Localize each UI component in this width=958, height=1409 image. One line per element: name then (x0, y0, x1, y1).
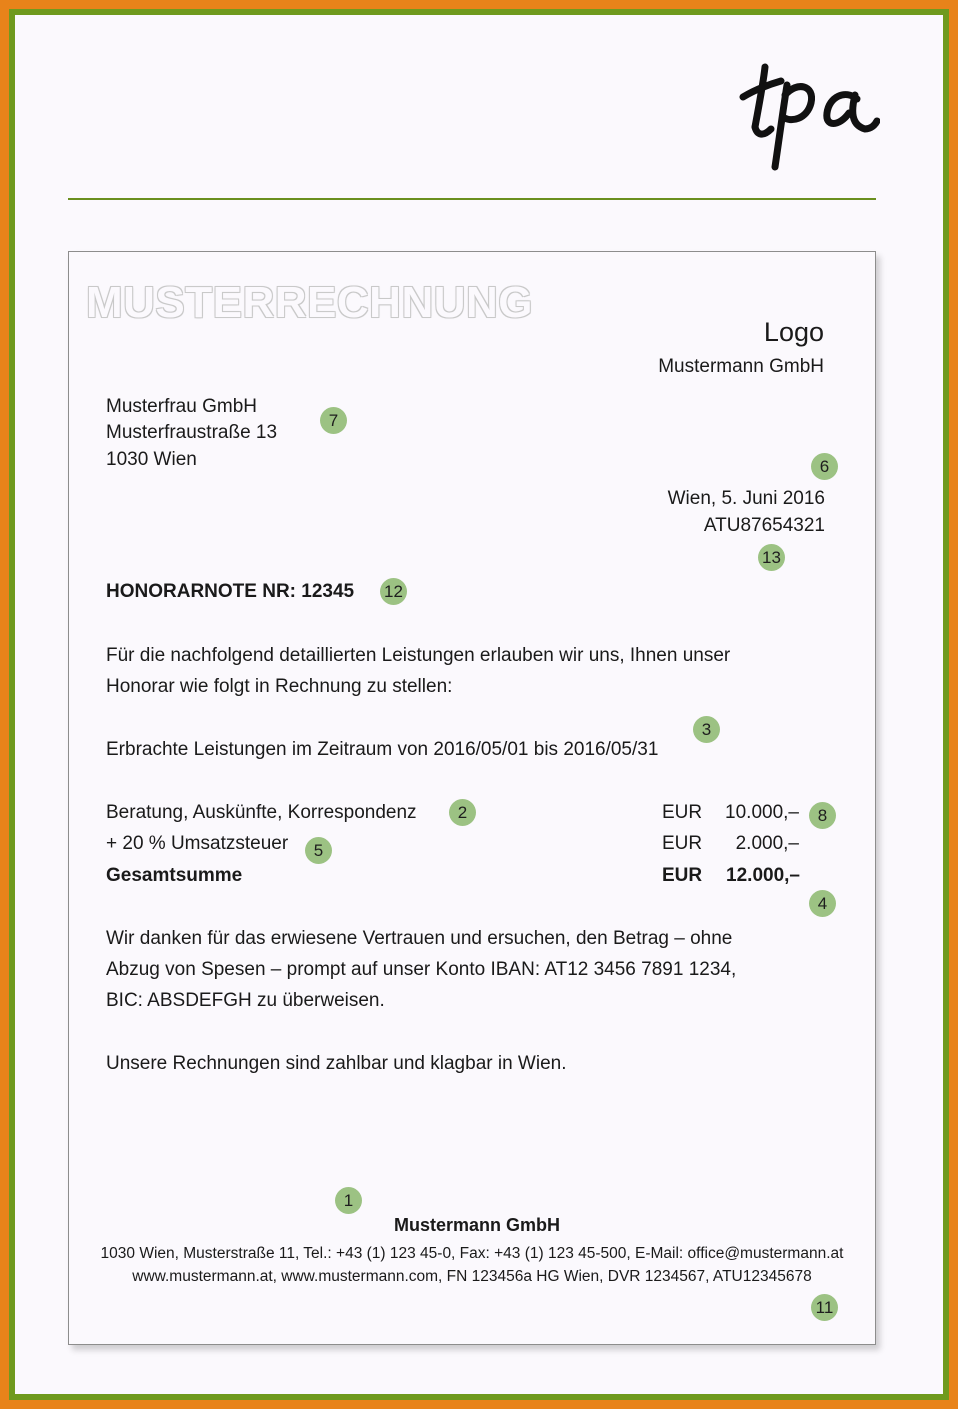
marker-badge: 7 (320, 407, 347, 434)
line-item-currency: EUR (662, 802, 703, 823)
marker-badge: 8 (809, 802, 836, 829)
line-item-currency: EUR (662, 833, 703, 854)
footer-line: 1030 Wien, Musterstraße 11, Tel.: +43 (1) 123 45-0, Fax: +43 (1) 123 45-500, E-Mail: office@mustermann.at (100, 1245, 844, 1262)
total-currency: EUR (662, 865, 703, 886)
line-item-label: + 20 % Umsatzsteuer (106, 833, 289, 854)
document-title: MUSTERRECHNUNG (86, 278, 533, 327)
marker-badge: 6 (811, 453, 838, 480)
marker-badge: 1 (335, 1187, 362, 1214)
sender-name: Mustermann GmbH (658, 356, 824, 377)
marker-badge: 5 (305, 837, 332, 864)
recipient-line: Musterfraustraße 13 (106, 422, 278, 443)
intro-line: Honorar wie folgt in Rechnung zu stellen: (106, 676, 453, 697)
marker-badge: 4 (809, 890, 836, 917)
marker-badge: 2 (449, 799, 476, 826)
tpa-logo (735, 55, 880, 175)
line-item-amount: 10.000,– (725, 802, 799, 823)
footer-line: www.mustermann.at, www.mustermann.com, FN 123456a HG Wien, DVR 1234567, ATU12345678 (132, 1268, 812, 1285)
total-label: Gesamtsumme (106, 865, 243, 886)
jurisdiction-note: Unsere Rechnungen sind zahlbar und klagbar in Wien. (106, 1053, 567, 1074)
vat-id: ATU87654321 (703, 515, 825, 536)
invoice-number: HONORARNOTE NR: 12345 (106, 581, 355, 602)
marker-badge: 11 (811, 1294, 838, 1321)
sender-logo-placeholder: Logo (763, 317, 824, 347)
recipient-line: 1030 Wien (106, 449, 197, 470)
marker-badge: 3 (693, 716, 720, 743)
intro-line: Für die nachfolgend detaillierten Leistungen erlauben wir uns, Ihnen unser (106, 645, 731, 666)
closing-line: Wir danken für das erwiesene Vertrauen und ersuchen, den Betrag – ohne (106, 928, 733, 949)
total-amount: 12.000,– (726, 865, 800, 886)
line-item-label: Beratung, Auskünfte, Korrespondenz (106, 802, 417, 823)
line-item-amount: 2.000,– (735, 833, 799, 854)
header-rule (68, 198, 876, 200)
marker-badge: 13 (758, 544, 785, 571)
recipient-line: Musterfrau GmbH (106, 396, 257, 417)
closing-line: Abzug von Spesen – prompt auf unser Konto IBAN: AT12 3456 7891 1234, (106, 959, 737, 980)
invoice-date: Wien, 5. Juni 2016 (667, 488, 825, 509)
closing-line: BIC: ABSDEFGH zu überweisen. (106, 990, 385, 1011)
footer-company: Mustermann GmbH (393, 1215, 561, 1235)
service-period: Erbrachte Leistungen im Zeitraum von 2016/05/01 bis 2016/05/31 (106, 739, 659, 760)
marker-badge: 12 (380, 578, 407, 605)
